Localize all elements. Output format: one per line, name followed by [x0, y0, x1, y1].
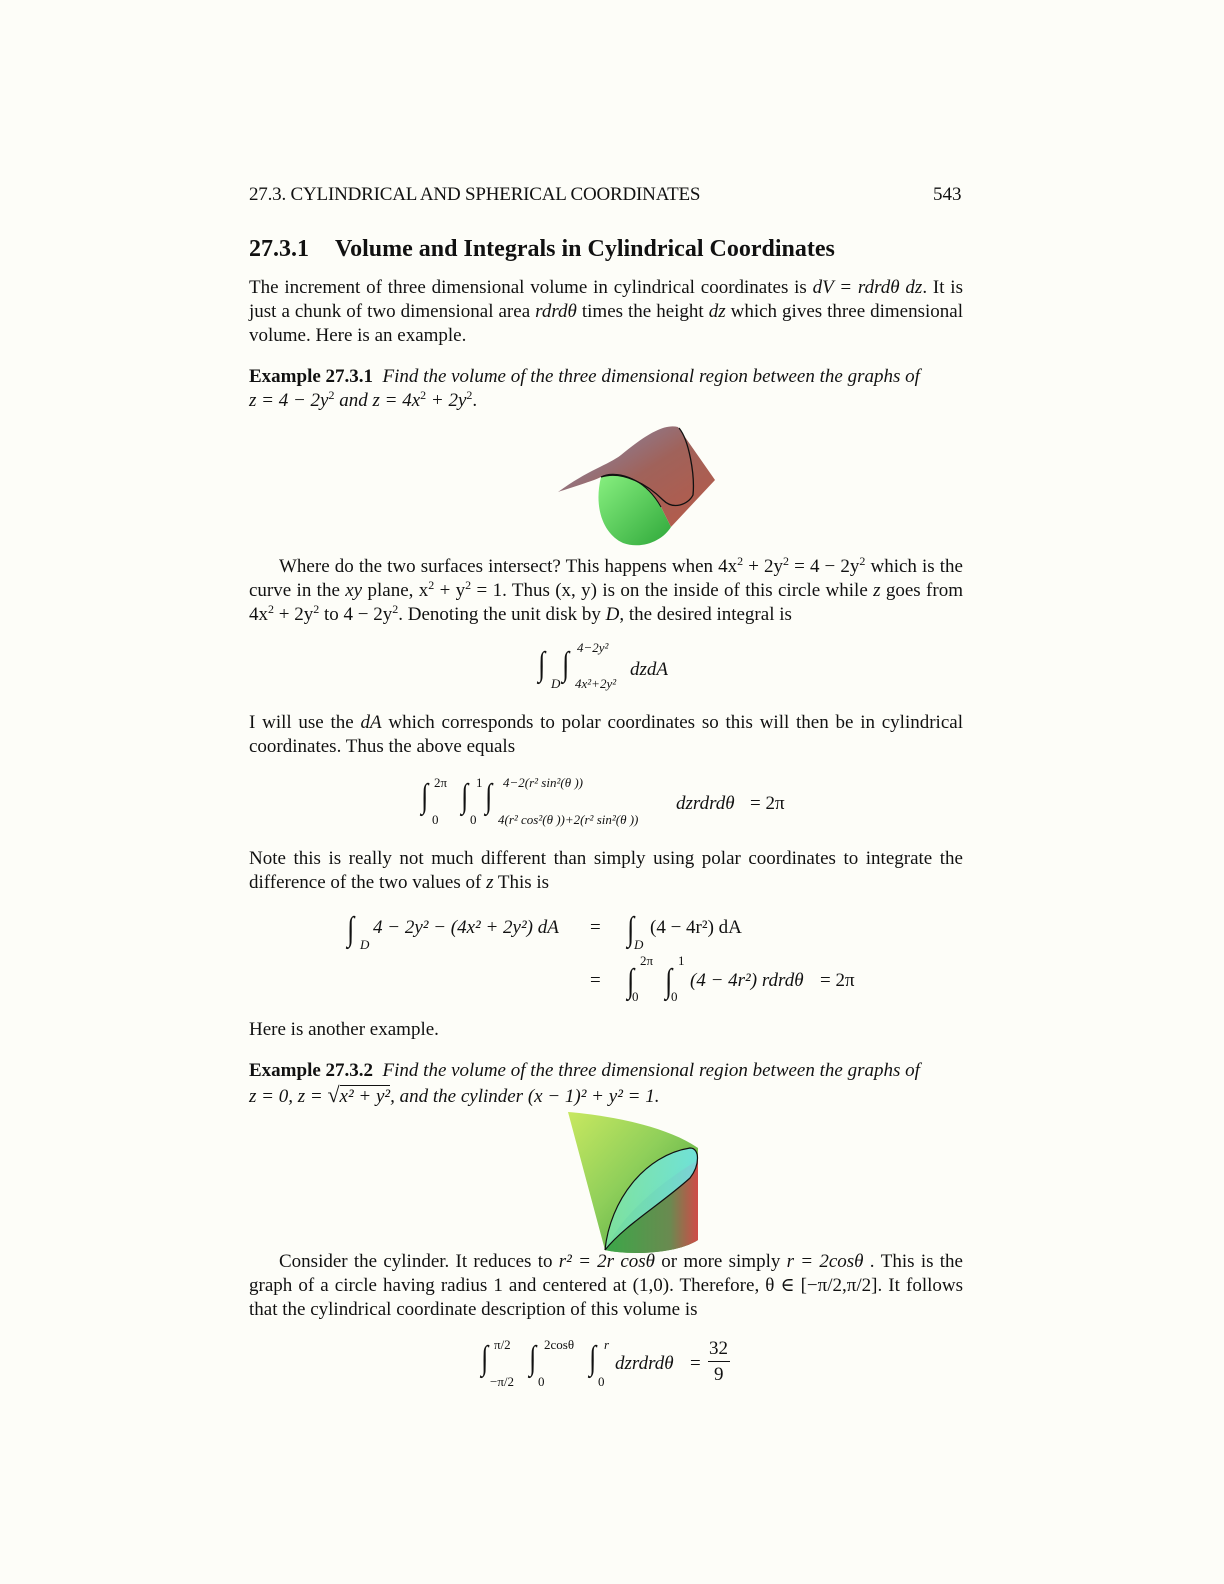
lower-limit: 4(r² cos²(θ ))+2(r² sin²(θ )) — [498, 812, 639, 827]
math-dv: dV = rdrdθ dz — [812, 277, 923, 298]
upper-limit: 2π — [640, 953, 654, 968]
example-label: Example 27.3.1 — [249, 366, 374, 387]
equals-sign: = — [590, 917, 601, 938]
text: + 2y — [274, 604, 314, 625]
upper-limit: 2π — [434, 775, 448, 790]
example-label: Example 27.3.2 — [249, 1060, 374, 1081]
lower-limit: 0 — [598, 1374, 605, 1389]
example-1 — [249, 365, 963, 413]
section-heading — [249, 236, 835, 263]
text: Consider the cylinder. It reduces to — [279, 1251, 559, 1272]
text: which is the curve in the — [249, 556, 963, 601]
upper-limit: 2cosθ — [544, 1337, 575, 1352]
lower-limit: 0 — [432, 812, 439, 827]
text: plane, x — [362, 580, 429, 601]
upper-limit: 4−2y² — [577, 640, 609, 655]
text: . It is just a chunk of two dimensional area — [249, 277, 963, 322]
exp: 2 — [328, 388, 335, 402]
integral-sign: ∫ — [529, 1340, 537, 1377]
text: , and the cylinder — [390, 1086, 528, 1107]
text: This is — [493, 872, 550, 893]
equals-sign: = — [690, 1353, 701, 1374]
rhs-expression-1: (4 − 4r²) dA — [650, 917, 742, 938]
example-text: Find the volume of the three dimensional region between the graphs of — [382, 1060, 920, 1081]
math-rdrdtheta: rdrdθ — [535, 301, 577, 322]
lower-limit: 0 — [671, 989, 678, 1004]
text: and — [334, 390, 373, 411]
text: goes from 4x — [249, 580, 963, 625]
upper-limit: 1 — [476, 775, 483, 790]
integral-sign: ∫ — [562, 646, 570, 683]
math: z — [486, 872, 494, 893]
text: times the height — [576, 301, 709, 322]
math: dA — [360, 712, 382, 733]
integral-sign: ∫ — [421, 778, 429, 815]
upper-limit: 4−2(r² sin²(θ )) — [503, 775, 583, 790]
integral-sign: ∫ — [589, 1340, 597, 1377]
text: + 2y — [743, 556, 784, 577]
running-header: 27.3. CYLINDRICAL AND SPHERICAL COORDINATES — [249, 184, 701, 205]
lhs-expression: 4 − 2y² − (4x² + 2y²) dA — [373, 917, 559, 938]
text: I will use the — [249, 712, 361, 733]
sqrt-body: x² + y² — [339, 1086, 391, 1107]
equation-2 — [420, 772, 820, 832]
fraction-numerator: 32 — [709, 1338, 728, 1359]
upper-limit: 1 — [678, 953, 685, 968]
integral-domain: D — [360, 937, 370, 952]
math: + 2y — [426, 390, 467, 411]
text: = 4 − 2y — [789, 556, 860, 577]
text: . — [472, 390, 478, 411]
math: r = 2cosθ — [786, 1251, 864, 1272]
figure-surfaces-2 — [565, 1110, 705, 1255]
text: . Denoting the unit disk by — [398, 604, 606, 625]
integral-sign: ∫ — [665, 963, 673, 1000]
exp: 2 — [465, 578, 472, 592]
rhs-expression-2: (4 − 4r²) rdrdθ — [690, 970, 804, 991]
exp: 2 — [466, 388, 473, 402]
math: z — [873, 580, 881, 601]
math: z = 4 − 2y — [249, 390, 329, 411]
math: z = 4x — [372, 390, 421, 411]
integral-domain: D — [634, 937, 644, 952]
paragraph-cylinder — [249, 1250, 963, 1322]
math: z = 0, z = — [249, 1086, 328, 1107]
lower-limit: 0 — [632, 989, 639, 1004]
upper-limit: π/2 — [494, 1337, 511, 1352]
math: (x − 1)² + y² = 1. — [527, 1086, 660, 1107]
text: The increment of three dimensional volume in cylindrical coordinates is — [249, 277, 813, 298]
exp: 2 — [268, 602, 274, 616]
text: or more simply — [654, 1251, 787, 1272]
text: Here is another example. — [249, 1019, 439, 1040]
equation-4 — [480, 1334, 740, 1394]
math-dz: dz — [708, 301, 726, 322]
exp: 2 — [859, 554, 866, 568]
upper-limit: r — [604, 1337, 610, 1352]
intro-paragraph — [249, 276, 963, 348]
text: to 4 − 2y — [319, 604, 393, 625]
result: = 2π — [750, 793, 785, 814]
integrand: dzrdrdθ — [615, 1353, 674, 1374]
exp: 2 — [313, 602, 320, 616]
integrand: dzrdrdθ — [676, 793, 735, 814]
figure-surfaces-1 — [553, 415, 723, 550]
lower-limit: 4x²+2y² — [575, 676, 617, 691]
exp: 2 — [428, 578, 435, 592]
result: = 2π — [820, 970, 855, 991]
fraction-bar — [708, 1361, 730, 1362]
math: r² = 2r cosθ — [558, 1251, 655, 1272]
text: . This is the graph of a circle having radius 1 and centered at (1,0). Therefore, θ ∈ [−π/2,π/2]. It follows that the cylindrical coordinate description of this volume is — [249, 1251, 963, 1320]
integral-sign: ∫ — [485, 778, 493, 815]
sqrt-sign: √ — [327, 1082, 340, 1107]
example-text: Find the volume of the three dimensional region between the graphs of — [382, 366, 920, 387]
math: D — [605, 604, 620, 625]
integral-sign: ∫ — [347, 911, 355, 948]
text: which corresponds to polar coordinates so this will then be in cylindrical coordinates. Thus the above equals — [249, 712, 963, 757]
text: Where do the two surfaces intersect? This happens when 4x — [279, 556, 738, 577]
fraction-denominator: 9 — [714, 1364, 724, 1385]
math: xy — [345, 580, 363, 601]
example-2 — [249, 1059, 963, 1109]
exp: 2 — [420, 388, 427, 402]
section-title: Volume and Integrals in Cylindrical Coordinates — [335, 236, 835, 262]
paragraph-note — [249, 847, 963, 895]
lower-limit: −π/2 — [490, 1374, 515, 1389]
text: = 1. Thus (x, y) is on the inside of this circle while — [471, 580, 874, 601]
exp: 2 — [392, 602, 399, 616]
text: Note this is really not much different than simply using polar coordinates to integrate the difference of the two values of — [249, 848, 963, 893]
integrand: dzdA — [630, 659, 668, 680]
equation-1 — [537, 640, 697, 700]
paragraph-polar — [249, 711, 963, 759]
text: , the desired integral is — [619, 604, 792, 625]
exp: 2 — [737, 554, 744, 568]
paragraph-intersection — [249, 555, 963, 627]
integral-sign: ∫ — [627, 963, 635, 1000]
paragraph-another — [249, 1018, 963, 1042]
lower-limit: 0 — [470, 812, 477, 827]
lower-limit: 0 — [538, 1374, 545, 1389]
text: + y — [434, 580, 466, 601]
equals-sign: = — [590, 970, 601, 991]
integral-domain: D — [551, 676, 561, 691]
integral-sign: ∫ — [538, 646, 546, 683]
exp: 2 — [783, 554, 790, 568]
integral-sign: ∫ — [627, 911, 635, 948]
integral-sign: ∫ — [481, 1340, 489, 1377]
page-number: 543 — [933, 184, 962, 205]
section-number: 27.3.1 — [249, 236, 309, 262]
equation-3 — [346, 905, 886, 1010]
text: which gives three dimensional volume. Here is an example. — [249, 301, 963, 346]
integral-sign: ∫ — [461, 778, 469, 815]
